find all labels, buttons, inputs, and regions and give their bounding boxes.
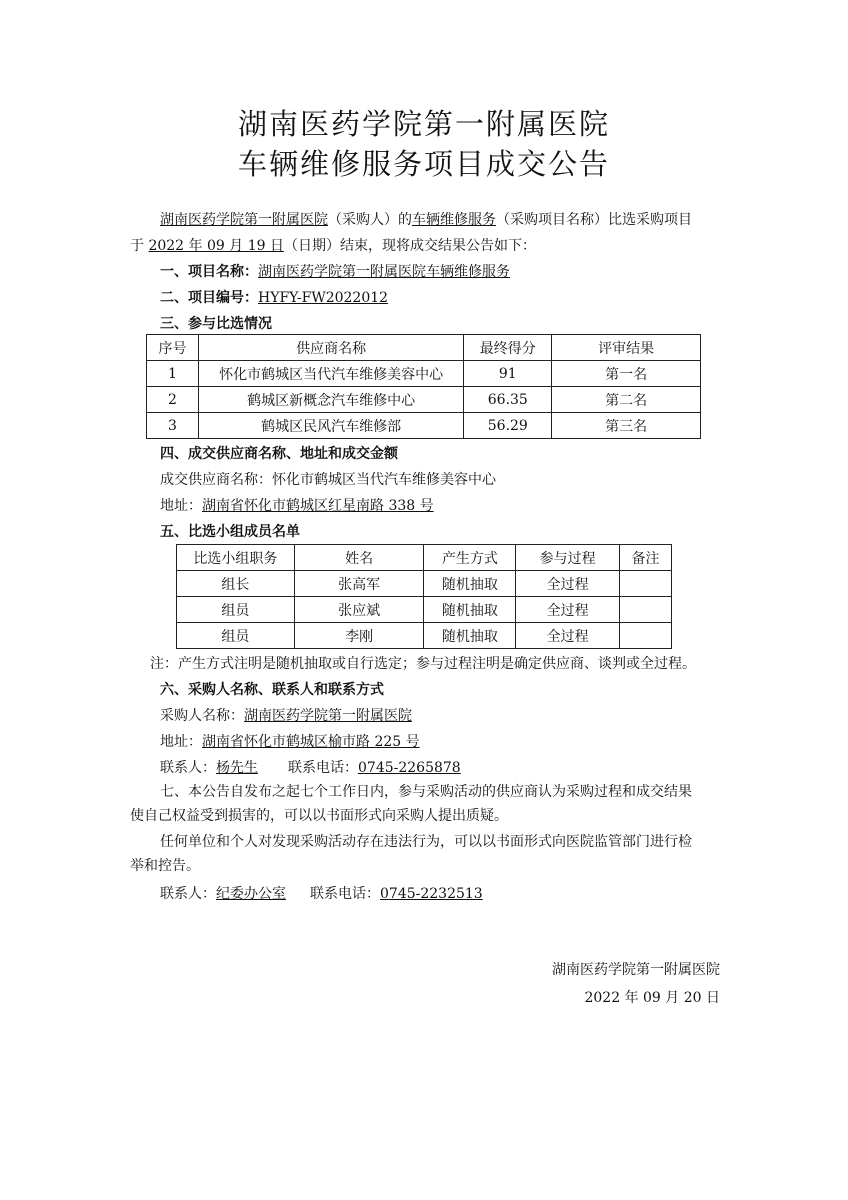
sec7-contact-label: 联系人： [160,886,216,902]
sec7-phone: 0745-2232513 [380,886,483,902]
table-cell [620,571,672,597]
signature-date: 2022 年 09 月 20 日 [584,990,720,1006]
table-row [147,361,701,387]
table-cell: 91 [464,361,552,387]
sec4-addr: 湖南省怀化市鹤城区红星南路 338 号 [202,498,434,514]
panel-header-cell: 产生方式 [424,545,516,571]
table-row [177,571,672,597]
sec6-addr-line [160,732,420,752]
sec6-addr-label: 地址： [160,734,202,750]
table-cell: 随机抽取 [424,597,516,623]
bid-header-cell: 序号 [147,335,199,361]
table-cell: 怀化市鹤城区当代汽车维修美容中心 [198,361,463,387]
sec2-label: 二、项目编号： [160,290,258,306]
intro-purchaser-tag: （采购人）的 [328,212,412,228]
table-row [177,597,672,623]
sec7-contact: 纪委办公室 [216,886,286,902]
sec6-name-line [160,706,412,726]
table-row [147,413,701,439]
table-cell: 1 [147,361,199,387]
sec6-name: 湖南医药学院第一附属医院 [244,708,412,724]
sec6-contact-label: 联系人： [160,760,216,776]
sec6-phone-label: 联系电话： [288,760,358,776]
table-cell: 组长 [177,571,295,597]
table-cell: 鹤城区新概念汽车维修中心 [198,387,463,413]
sec3-label: 三、参与比选情况 [160,316,272,332]
intro-line-1 [160,210,692,230]
intro-project: 车辆维修服务 [412,212,496,228]
sec7-line-2: 使自己权益受到损害的，可以以书面形式向采购人提出质疑。 [130,808,508,824]
sec4-label: 四、成交供应商名称、地址和成交金额 [160,446,398,462]
intro-yu: 于 [130,238,149,254]
table-cell: 56.29 [464,413,552,439]
table-cell: 李刚 [294,623,424,649]
sec4-supplier: 成交供应商名称：怀化市鹤城区当代汽车维修美容中心 [160,472,496,488]
intro-date: 2022 年 09 月 19 日 [148,238,284,254]
table-cell: 3 [147,413,199,439]
table-cell [620,597,672,623]
bid-header-cell: 最终得分 [464,335,552,361]
sec6-phone: 0745-2265878 [358,760,461,776]
panel-table [176,544,672,649]
sec5-note: 注：产生方式注明是随机抽取或自行选定；参与过程注明是确定供应商、谈判或全过程。 [150,656,696,672]
sec7-phone-label: 联系电话： [310,886,380,902]
table-cell: 第二名 [552,387,701,413]
sec4-addr-line [160,496,434,516]
sec6-contact: 杨先生 [216,760,258,776]
table-cell: 第一名 [552,361,701,387]
table-cell: 鹤城区民风汽车维修部 [198,413,463,439]
table-cell [620,623,672,649]
sec4-addr-label: 地址： [160,498,202,514]
table-cell: 全过程 [516,623,620,649]
sec2-line [160,288,388,308]
table-cell: 组员 [177,623,295,649]
panel-table-header [177,545,672,571]
sec2-value: HYFY-FW2022012 [258,290,389,306]
sec6-label: 六、采购人名称、联系人和联系方式 [160,682,384,698]
table-cell: 随机抽取 [424,571,516,597]
bid-header-cell: 供应商名称 [198,335,463,361]
sec5-label: 五、比选小组成员名单 [160,524,300,540]
table-cell: 随机抽取 [424,623,516,649]
table-cell: 张应斌 [294,597,424,623]
table-row [177,623,672,649]
sec7-line-1: 七、本公告自发布之起七个工作日内，参与采购活动的供应商认为采购过程和成交结果 [160,784,692,800]
panel-header-cell: 姓名 [294,545,424,571]
table-cell: 第三名 [552,413,701,439]
panel-header-cell: 比选小组职务 [177,545,295,571]
bid-table-header [147,335,701,361]
sec6-addr: 湖南省怀化市鹤城区榆市路 225 号 [202,734,420,750]
table-cell: 张高军 [294,571,424,597]
bid-header-cell: 评审结果 [552,335,701,361]
intro-date-tag: （日期）结束，现将成交结果公告如下： [283,238,536,254]
table-row [147,387,701,413]
sec7-line-3: 任何单位和个人对发现采购活动存在违法行为，可以以书面形式向医院监管部门进行检 [160,834,692,850]
sec7-line-4: 举和控告。 [130,858,200,874]
table-cell: 组员 [177,597,295,623]
title-line-1: 湖南医药学院第一附属医院 [237,107,610,141]
panel-header-cell: 参与过程 [516,545,620,571]
table-cell: 66.35 [464,387,552,413]
signature-org: 湖南医药学院第一附属医院 [552,962,720,978]
table-cell: 2 [147,387,199,413]
sec1-value: 湖南医药学院第一附属医院车辆维修服务 [258,264,510,280]
sec1-line [160,262,510,282]
intro-purchaser: 湖南医药学院第一附属医院 [160,212,328,228]
intro-line-2 [130,236,536,256]
sec7-contact-line [160,884,483,904]
sec6-name-label: 采购人名称： [160,708,244,724]
bid-table [146,334,701,439]
intro-project-tag: （采购项目名称）比选采购项目 [496,212,692,228]
table-cell: 全过程 [516,571,620,597]
sec1-label: 一、项目名称： [160,264,258,280]
table-cell: 全过程 [516,597,620,623]
panel-header-cell: 备注 [620,545,672,571]
sec6-contact-line [160,758,461,778]
title-line-2: 车辆维修服务项目成交公告 [237,147,610,181]
